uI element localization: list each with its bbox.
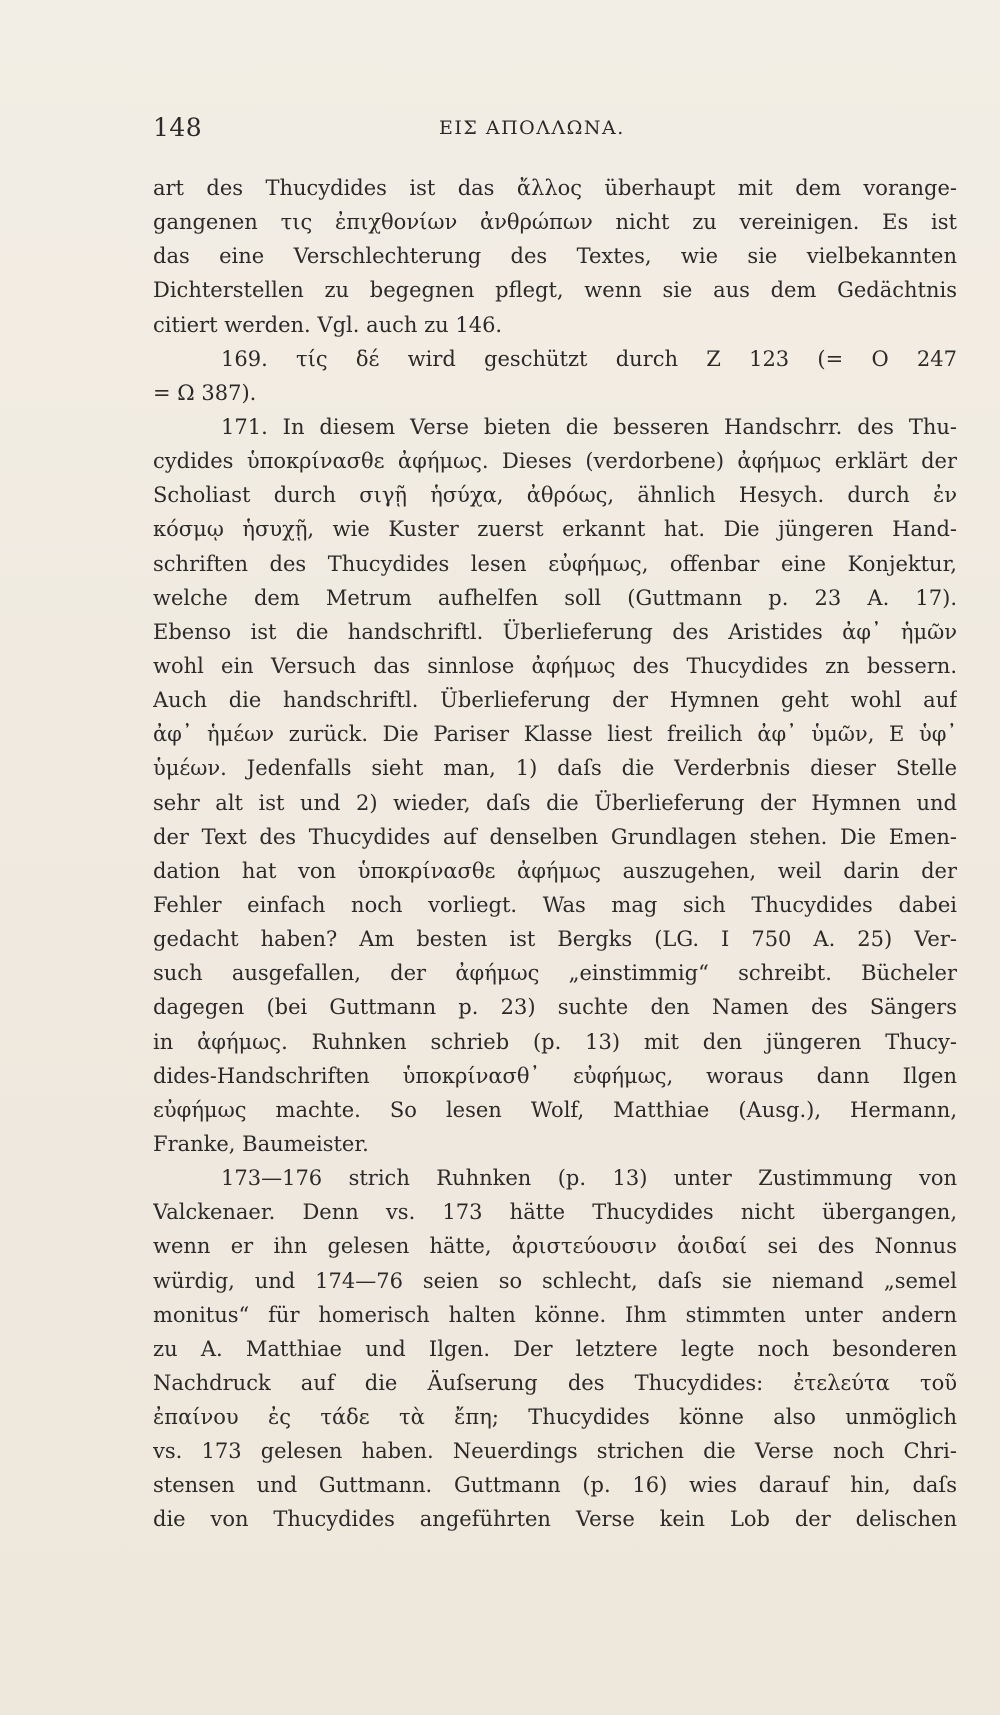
text-line: citiert werden. Vgl. auch zu 146.: [153, 312, 503, 337]
text-line: cydides ὑποκρίνασθε ἀφήμως. Dieses (verdorbene) ἀφήμως erklärt der: [153, 449, 957, 474]
text-line: 171. In diesem Verse bieten die besseren Handschrr. des Thu-: [221, 414, 957, 439]
text-line: dides-Handschriften ὑποκρίνασθ᾽ εὐφήμως, woraus dann Ilgen: [153, 1063, 957, 1088]
page-number: 148: [153, 113, 203, 142]
text-line: die von Thucydides angeführten Verse kein Lob der delischen: [153, 1507, 957, 1532]
text-line: ἀφ᾽ ἡμέων zurück. Die Pariser Klasse liest freilich ἀφ᾽ ὑμῶν, E ὑφ᾽: [153, 722, 957, 747]
text-line: monitus“ für homerisch halten könne. Ihm stimmten unter andern: [153, 1302, 957, 1327]
text-line: wenn er ihn gelesen hätte, ἀριστεύουσιν ἀοιδαί sei des Nonnus: [153, 1234, 957, 1259]
text-line: wohl ein Versuch das sinnlose ἀφήμως des Thucydides zn bessern.: [153, 653, 957, 678]
text-line: das eine Verschlechterung des Textes, wie sie vielbekannten: [153, 244, 957, 269]
text-line: Auch die handschriftl. Überlieferung der Hymnen geht wohl auf: [153, 688, 957, 713]
text-line: zu A. Matthiae und Ilgen. Der letztere legte noch besonderen: [153, 1336, 957, 1361]
text-line: = Ω 387).: [153, 380, 257, 405]
text-line: gedacht haben? Am besten ist Bergks (LG. I 750 A. 25) Ver-: [153, 927, 957, 952]
text-line: 169. τίς δέ wird geschützt durch Z 123 (= O 247: [221, 346, 957, 371]
text-line: κόσμῳ ἡσυχῇ, wie Kuster zuerst erkannt hat. Die jüngeren Hand-: [153, 517, 957, 542]
text-line: vs. 173 gelesen haben. Neuerdings strichen die Verse noch Chri-: [153, 1439, 957, 1464]
text-line: ἐπαίνου ἐς τάδε τὰ ἔπη; Thucydides könne also unmöglich: [153, 1405, 957, 1430]
body-text: [153, 171, 957, 1537]
text-line: würdig, und 174—76 seien so schlecht, daſs sie niemand „semel: [153, 1268, 957, 1293]
text-line: schriften des Thucydides lesen εὐφήμως, offenbar eine Konjektur,: [153, 551, 957, 576]
text-line: dation hat von ὑποκρίνασθε ἀφήμως auszugehen, weil darin der: [153, 858, 957, 883]
running-head: ΕΙΣ ΑΠΟΛΛΩΝΑ.: [439, 117, 625, 139]
page-header: [153, 113, 853, 153]
text-line: ὑμέων. Jedenfalls sieht man, 1) daſs die Verderbnis dieser Stelle: [153, 756, 957, 781]
text-line: sehr alt ist und 2) wieder, daſs die Überlieferung der Hymnen und: [153, 790, 957, 815]
text-line: Dichterstellen zu begegnen pflegt, wenn sie aus dem Gedächtnis: [153, 278, 957, 303]
text-line: Valckenaer. Denn vs. 173 hätte Thucydides nicht übergangen,: [153, 1200, 957, 1225]
text-line: Ebenso ist die handschriftl. Überlieferung des Aristides ἀφ᾽ ἡμῶν: [153, 619, 957, 644]
text-line: εὐφήμως machte. So lesen Wolf, Matthiae (Ausg.), Hermann,: [153, 1097, 957, 1122]
text-line: gangenen τις ἐπιχθονίων ἀνθρώπων nicht zu vereinigen. Es ist: [153, 210, 957, 235]
text-line: welche dem Metrum aufhelfen soll (Guttmann p. 23 A. 17).: [153, 585, 957, 610]
text-line: stensen und Guttmann. Guttmann (p. 16) wies darauf hin, daſs: [153, 1473, 957, 1498]
text-line: Scholiast durch σιγῇ ἡσύχα, ἀθρόως, ähnlich Hesych. durch ἐν: [153, 483, 957, 508]
text-line: Nachdruck auf die Äuſserung des Thucydides: ἐτελεύτα τοῦ: [153, 1370, 957, 1395]
text-line: dagegen (bei Guttmann p. 23) suchte den Namen des Sängers: [153, 995, 957, 1020]
text-line: art des Thucydides ist das ἄλλος überhaupt mit dem vorange-: [153, 176, 957, 200]
text-line: Fehler einfach noch vorliegt. Was mag sich Thucydides dabei: [153, 892, 957, 917]
text-line: 173—176 strich Ruhnken (p. 13) unter Zustimmung von: [221, 1166, 957, 1191]
text-line: in ἀφήμως. Ruhnken schrieb (p. 13) mit den jüngeren Thucy-: [153, 1029, 957, 1054]
text-line: such ausgefallen, der ἀφήμως „einstimmig“ schreibt. Bücheler: [153, 961, 957, 986]
text-line: der Text des Thucydides auf denselben Grundlagen stehen. Die Emen-: [153, 824, 957, 849]
text-line: Franke, Baumeister.: [153, 1131, 369, 1156]
